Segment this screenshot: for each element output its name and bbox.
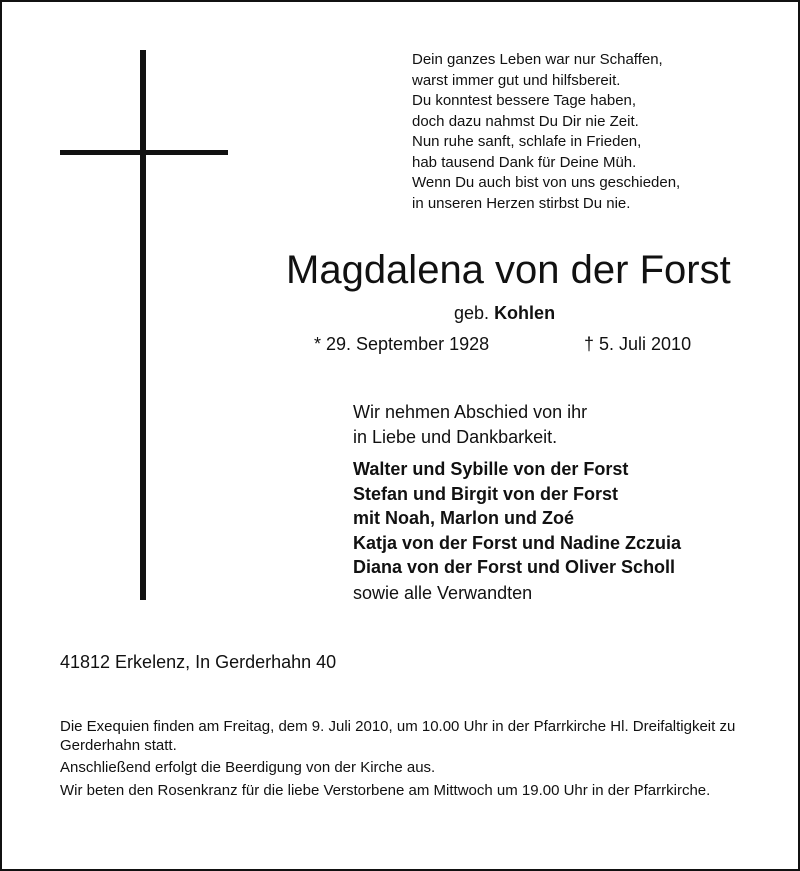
mourner-line: Diana von der Forst und Oliver Scholl [353, 557, 676, 577]
relatives-line: sowie alle Verwandten [353, 583, 533, 603]
service-note: Anschließend erfolgt die Beerdigung von der Kirche aus. [60, 759, 436, 777]
service-note: Die Exequien finden am Freitag, dem 9. Juli 2010, um 10.00 Uhr in der Pfarrkirche Hl. Dreifaltigkeit zu Gerderhahn statt. [60, 718, 736, 754]
birth-date: * 29. September 1928 [314, 334, 490, 354]
farewell-text [353, 400, 753, 449]
cross-icon-bar [60, 150, 228, 155]
maiden-name: Kohlen [494, 303, 556, 323]
service-notes [60, 718, 760, 804]
maiden-name-line [454, 302, 555, 324]
poem-line: Wenn Du auch bist von uns geschieden, [412, 174, 681, 191]
poem-line: hab tausend Dank für Deine Müh. [412, 153, 637, 171]
death-date: † 5. Juli 2010 [584, 334, 692, 354]
mourner-line: Walter und Sybille von der Forst [353, 459, 629, 479]
mourner-line: Stefan und Birgit von der Forst [353, 483, 619, 504]
farewell-line: in Liebe und Dankbarkeit. [353, 426, 558, 447]
deceased-name: Magdalena von der Forst [286, 248, 731, 292]
service-note: Wir beten den Rosenkranz für die liebe Verstorbene am Mittwoch um 19.00 Uhr in der Pfarrkirche. [60, 781, 711, 799]
cross-icon [140, 50, 146, 600]
poem-line: Du konntest bessere Tage haben, [412, 92, 637, 109]
mourner-line: mit Noah, Marlon und Zoé [353, 508, 574, 528]
poem-line: in unseren Herzen stirbst Du nie. [412, 194, 631, 212]
address: 41812 Erkelenz, In Gerderhahn 40 [60, 652, 337, 672]
poem-line: warst immer gut und hilfsbereit. [412, 71, 621, 89]
mourner-line: Katja von der Forst und Nadine Zczuia [353, 532, 682, 553]
poem-line: doch dazu nahmst Du Dir nie Zeit. [412, 112, 639, 130]
poem [412, 50, 752, 214]
mourners-list [353, 457, 773, 580]
poem-line: Nun ruhe sanft, schlafe in Frieden, [412, 133, 642, 150]
poem-line: Dein ganzes Leben war nur Schaffen, [412, 51, 663, 68]
farewell-line: Wir nehmen Abschied von ihr [353, 402, 588, 422]
born-prefix: geb. [454, 303, 490, 323]
